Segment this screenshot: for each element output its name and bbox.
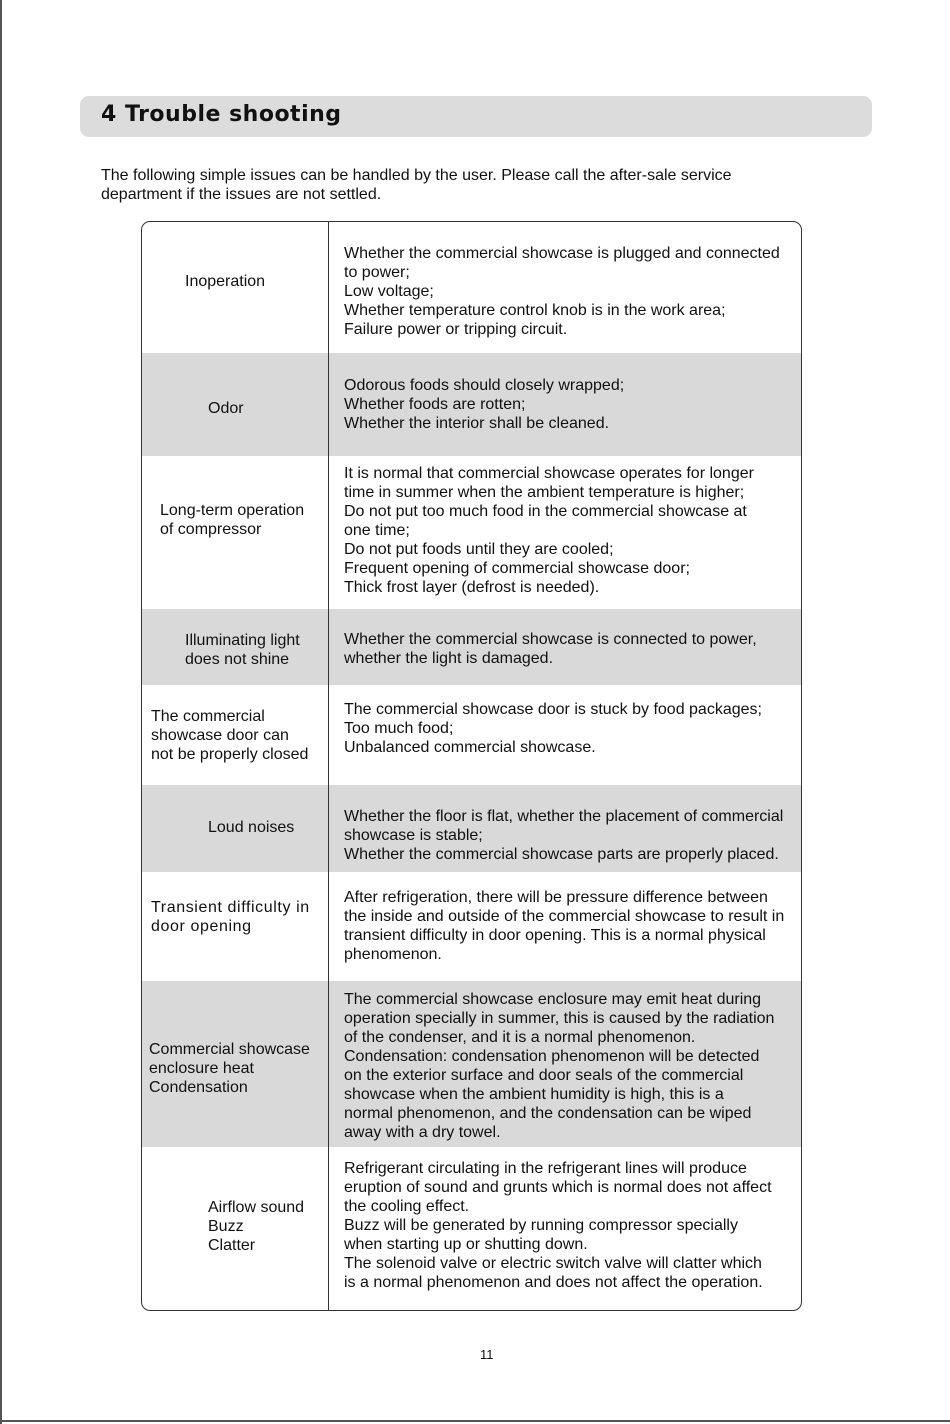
cause-line: Whether foods are rotten; [344,396,526,413]
cause-line: Too much food; [344,720,454,737]
issue-line: Odor [208,400,244,417]
page-bottom-border [0,1420,950,1422]
cause-line: the inside and outside of the commercial showcase to result in [344,908,785,925]
cause-cell [344,807,783,864]
issue-cell [151,898,310,936]
issue-cell [149,1040,310,1097]
table-row [142,785,801,872]
cause-cell [344,990,774,1142]
issue-line: Condensation [149,1079,248,1096]
cause-line: After refrigeration, there will be pressure difference between [344,889,768,906]
issue-line: not be properly closed [151,746,309,763]
cause-line: Do not put too much food in the commercial showcase at [344,503,747,520]
cause-line: to power; [344,264,410,281]
issue-cell [208,399,244,418]
cause-line: showcase when the ambient humidity is high, this is a [344,1086,724,1103]
section-title: Trouble shooting [124,102,342,127]
cause-line: showcase is stable; [344,827,483,844]
cause-cell [344,464,754,597]
cause-line: Unbalanced commercial showcase. [344,739,596,756]
issue-line: Illuminating light [185,632,300,649]
cause-line: Odorous foods should closely wrapped; [344,377,625,394]
issue-line: enclosure heat [149,1060,254,1077]
table-row [142,609,801,685]
table-row [142,872,801,981]
cause-line: The commercial showcase enclosure may emit heat during [344,991,762,1008]
issue-cell [208,818,294,837]
issue-line: Airflow sound [208,1199,305,1216]
cause-line: eruption of sound and grunts which is normal does not affect [344,1179,772,1196]
issue-cell [151,707,308,764]
cause-line: is a normal phenomenon and does not affect the operation. [344,1274,763,1291]
issue-line: Transient difficulty in [151,899,310,916]
cause-line: the cooling effect. [344,1198,470,1215]
intro-paragraph [101,166,821,204]
cause-line: on the exterior surface and door seals of the commercial [344,1067,744,1084]
intro-line: The following simple issues can be handled by the user. Please call the after-sale service [101,167,732,184]
table-row [142,1147,801,1311]
issue-line: Loud noises [208,819,295,836]
cause-line: Whether temperature control knob is in the work area; [344,302,726,319]
section-heading [101,102,342,127]
cause-line: It is normal that commercial showcase operates for longer [344,465,754,482]
issue-line: Inoperation [185,273,266,290]
cause-cell [344,888,784,964]
cause-line: Frequent opening of commercial showcase door; [344,560,690,577]
cause-line: Thick frost layer (defrost is needed). [344,579,600,596]
issue-line: Commercial showcase [149,1041,310,1058]
cause-line: Whether the interior shall be cleaned. [344,415,610,432]
table-row [142,981,801,1147]
cause-line: time in summer when the ambient temperature is higher; [344,484,745,501]
issue-line: of compressor [160,521,262,538]
cause-cell [344,1159,772,1292]
cause-line: Failure power or tripping circuit. [344,321,568,338]
cause-line: Whether the floor is flat, whether the placement of commercial [344,808,784,825]
cause-line: Do not put foods until they are cooled; [344,541,614,558]
table-row [142,353,801,456]
cause-cell [344,376,624,433]
troubleshooting-table [141,221,802,1311]
cause-line: one time; [344,522,410,539]
column-divider [328,222,329,1310]
issue-line: Long-term operation [160,502,305,519]
issue-cell [185,631,300,669]
issue-line: Buzz [208,1218,244,1235]
issue-line: door opening [151,918,252,935]
section-heading-bar [80,96,872,137]
cause-line: of the condenser, and it is a normal phenomenon. [344,1029,696,1046]
cause-line: transient difficulty in door opening. This is a normal physical [344,927,766,944]
table-row [142,456,801,609]
issue-cell [185,272,265,291]
section-number: 4 [101,102,117,127]
table-row [142,685,801,785]
issue-line: The commercial [151,708,265,725]
cause-cell [344,700,762,757]
cause-line: operation specially in summer, this is caused by the radiation [344,1010,775,1027]
cause-line: Whether the commercial showcase is connected to power, [344,631,757,648]
table-row [142,222,801,353]
cause-line: Condensation: condensation phenomenon will be detected [344,1048,760,1065]
intro-line: department if the issues are not settled. [101,186,382,203]
cause-cell [344,244,780,339]
cause-line: Whether the commercial showcase parts are properly placed. [344,846,779,863]
cause-line: when starting up or shutting down. [344,1236,588,1253]
cause-line: normal phenomenon, and the condensation can be wiped [344,1105,752,1122]
cause-cell [344,630,757,668]
page-number: 11 [480,1347,494,1362]
issue-cell [208,1198,304,1255]
cause-line: The commercial showcase door is stuck by food packages; [344,701,762,718]
cause-line: whether the light is damaged. [344,650,554,667]
cause-line: Whether the commercial showcase is plugged and connected [344,245,780,262]
page-left-border [0,0,2,1424]
cause-line: The solenoid valve or electric switch valve will clatter which [344,1255,762,1272]
cause-line: phenomenon. [344,946,442,963]
cause-line: Buzz will be generated by running compressor specially [344,1217,738,1234]
issue-line: does not shine [185,651,290,668]
issue-cell [160,501,304,539]
cause-line: Refrigerant circulating in the refrigerant lines will produce [344,1160,747,1177]
cause-line: Low voltage; [344,283,434,300]
issue-line: Clatter [208,1237,256,1254]
issue-line: showcase door can [151,727,289,744]
cause-line: away with a dry towel. [344,1124,501,1141]
